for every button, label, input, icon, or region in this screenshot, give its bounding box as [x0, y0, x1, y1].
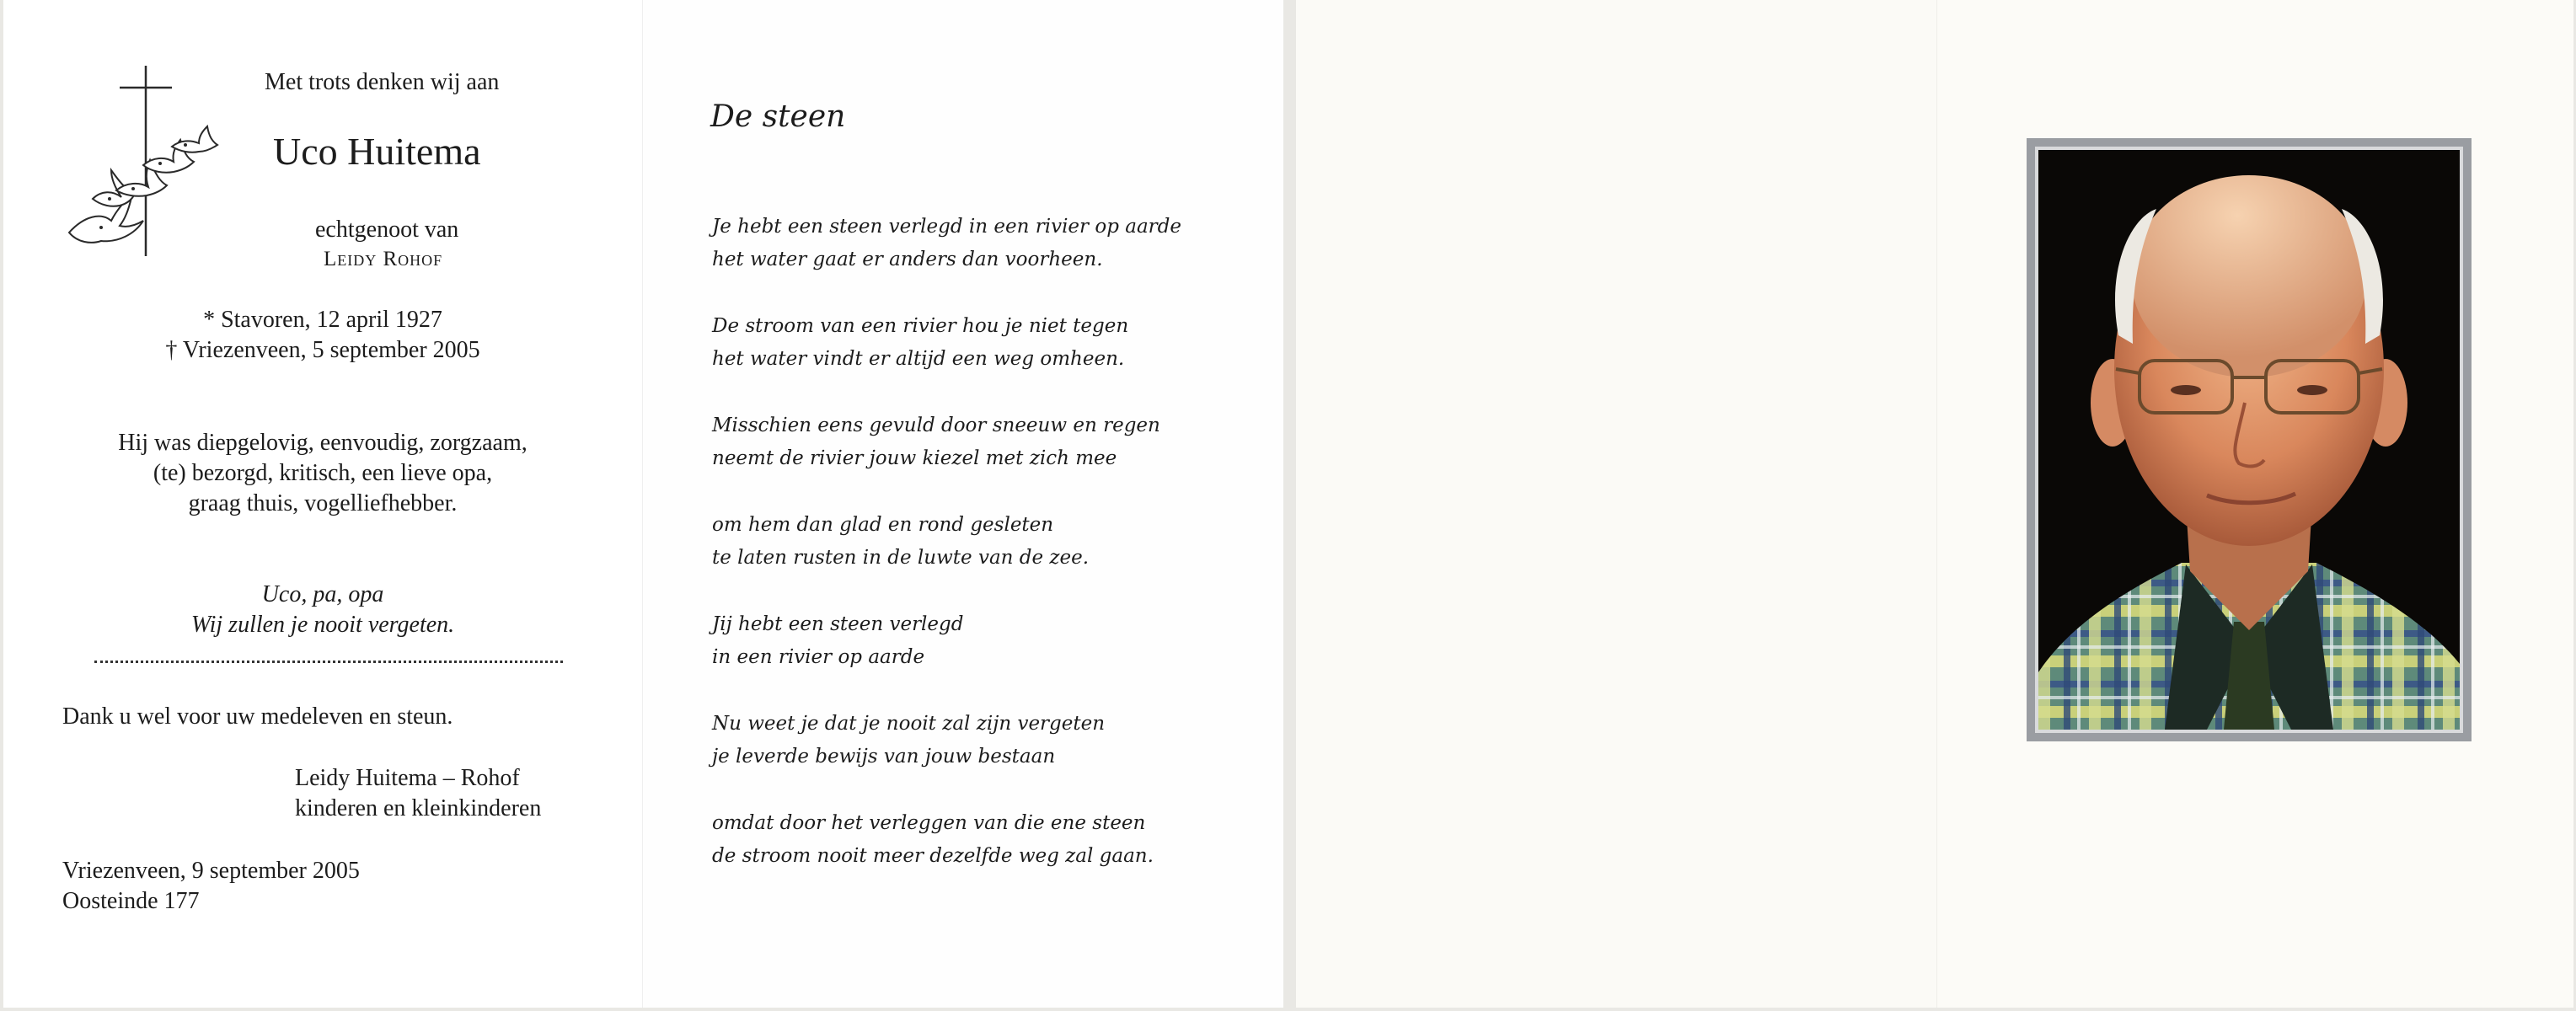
family-line: kinderen en kleinkinderen [295, 795, 542, 821]
poem-line: Misschien eens gevuld door sneeuw en regen [712, 415, 1160, 436]
portrait-frame [2027, 138, 2472, 741]
obituary-panel [3, 0, 642, 1008]
portrait-panel [1936, 0, 2573, 1008]
intro-text: Met trots denken wij aan [265, 69, 500, 95]
poem-body [712, 211, 1181, 907]
poem-line: Je hebt een steen verlegd in een rivier op aarde [712, 216, 1181, 238]
address-line: Oosteinde 177 [62, 888, 200, 914]
poem-stanza [712, 409, 1181, 475]
poem-line: je leverde bewijs van jouw bestaan [712, 746, 1056, 768]
poem-line: te laten rusten in de luwte van de zee. [712, 547, 1090, 569]
memorial-text [3, 580, 642, 640]
deceased-name: Uco Huitema [273, 130, 481, 173]
poem-line: het water vindt er altijd een weg omheen. [712, 348, 1125, 370]
address-block [62, 856, 360, 917]
poem-stanza [712, 509, 1181, 575]
poem-line: De stroom van een rivier hou je niet tegen [712, 315, 1129, 337]
poem-line: omdat door het verleggen van die ene steen [712, 812, 1146, 834]
poem-panel [642, 0, 1283, 1008]
poem-line: in een rivier op aarde [712, 646, 925, 668]
poem-line: de stroom nooit meer dezelfde weg zal gaan. [712, 845, 1154, 867]
description [3, 428, 642, 519]
spouse-label: echtgenoot van [315, 217, 459, 243]
family-line: Leidy Huitema – Rohof [295, 765, 520, 791]
blank-back-panel [1296, 0, 1936, 1008]
spouse-name: Leidy Rohof [324, 248, 443, 270]
poem-title: De steen [710, 99, 846, 134]
death-line: † Vriezenveen, 5 september 2005 [165, 337, 480, 363]
dotted-divider [94, 661, 563, 663]
poem-stanza [712, 708, 1181, 773]
birth-line: * Stavoren, 12 april 1927 [203, 307, 442, 333]
memorial-line: Uco, pa, opa [261, 581, 384, 607]
description-line: (te) bezorgd, kritisch, een lieve opa, [153, 460, 493, 486]
poem-stanza [712, 310, 1181, 376]
portrait-photo [2038, 150, 2460, 730]
description-line: Hij was diepgelovig, eenvoudig, zorgzaam, [118, 430, 528, 456]
poem-line: Jij hebt een steen verlegd [712, 613, 964, 635]
address-line: Vriezenveen, 9 september 2005 [62, 858, 360, 884]
poem-line: Nu weet je dat je nooit zal zijn vergeten [712, 713, 1106, 735]
poem-line: om hem dan glad en rond gesleten [712, 514, 1054, 536]
memorial-line: Wij zullen je nooit vergeten. [190, 612, 455, 638]
thanks-text: Dank u wel voor uw medeleven en steun. [62, 703, 453, 730]
poem-stanza [712, 608, 1181, 674]
poem-line: het water gaat er anders dan voorheen. [712, 249, 1103, 270]
poem-line: neemt de rivier jouw kiezel met zich mee [712, 447, 1117, 469]
poem-stanza [712, 807, 1181, 873]
family-signature [295, 763, 541, 824]
description-line: graag thuis, vogelliefhebber. [188, 490, 458, 516]
poem-stanza [712, 211, 1181, 276]
cross-with-doves-icon [67, 64, 228, 258]
